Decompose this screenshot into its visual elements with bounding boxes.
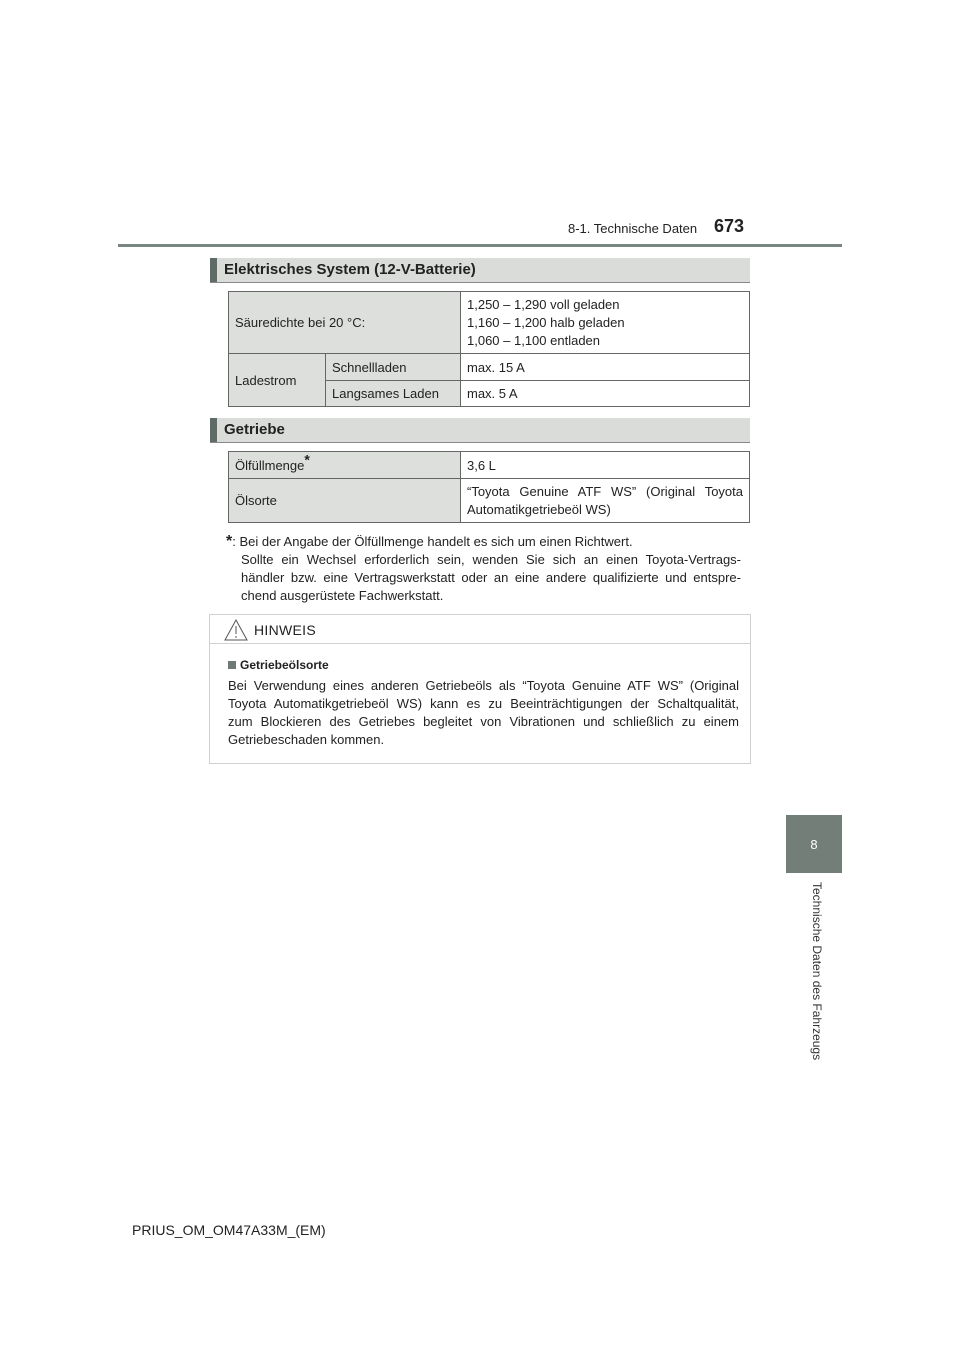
density-value-full: 1,250 – 1,290 voll geladen (467, 296, 620, 312)
fast-charge-value: max. 15 A (461, 354, 750, 381)
notice-line: zum Blockieren des Getriebes begleitet von Vibrationen und schließlich zu einem (228, 714, 739, 729)
density-label: Säuredichte bei 20 °C: (229, 292, 461, 354)
oil-type-line-1: “Toyota Genuine ATF WS” (Original Toyota (467, 483, 743, 499)
notice-title: HINWEIS (254, 622, 316, 638)
oil-type-line-2: Automatikgetriebeöl WS) (467, 501, 611, 517)
document-id: PRIUS_OM_OM47A33M_(EM) (132, 1222, 326, 1238)
chapter-tab-title-text: Technische Daten des Fahrzeugs (810, 882, 824, 1061)
footnote-text: : Bei der Angabe der Ölfüllmenge handelt es sich um einen Richtwert. (232, 534, 633, 549)
notice-box (209, 614, 751, 764)
notice-header (210, 615, 750, 644)
chapter-tab-number: 8 (786, 815, 842, 873)
notice-subheading (228, 658, 329, 672)
footnote-line (226, 533, 741, 551)
heading-bar (210, 258, 217, 282)
density-value-empty: 1,060 – 1,100 entladen (467, 332, 601, 348)
transmission-heading-text: Getriebe (224, 421, 285, 438)
notice-subheading-text: Getriebeölsorte (240, 658, 329, 672)
oil-quantity-value: 3,6 L (461, 452, 750, 479)
electrical-heading-text: Elektrisches System (12-V-Batterie) (224, 261, 476, 278)
oil-quantity-label (229, 452, 461, 479)
transmission-table (228, 451, 750, 523)
density-values (461, 292, 750, 354)
fast-charge-label: Schnellladen (326, 354, 461, 381)
electrical-table (228, 291, 750, 407)
notice-body (228, 677, 739, 749)
warning-icon (224, 619, 248, 641)
oil-type-value (461, 479, 750, 523)
bullet-square-icon (228, 661, 236, 669)
heading-bar (210, 418, 217, 442)
notice-line: Bei Verwendung eines anderen Getriebeöls als “Toyota Genuine ATF WS” (Original (228, 678, 739, 693)
chapter-tab-title (806, 882, 826, 1082)
footnote (226, 533, 741, 605)
notice-line: Getriebeschaden kommen. (228, 732, 385, 747)
header-divider (118, 244, 842, 247)
density-value-half: 1,160 – 1,200 halb geladen (467, 314, 625, 330)
section-title: 8-1. Technische Daten (568, 221, 698, 236)
page-number: 673 (714, 216, 745, 236)
transmission-heading (210, 418, 750, 443)
charge-current-label: Ladestrom (229, 354, 326, 407)
oil-quantity-label-text: Ölfüllmenge (235, 457, 305, 473)
electrical-heading (210, 258, 750, 283)
slow-charge-value: max. 5 A (461, 381, 750, 407)
oil-type-label: Ölsorte (229, 479, 461, 523)
footnote-marker: * (304, 451, 310, 468)
footnote-line: händler bzw. eine Vertragswerkstatt oder an eine andere qualifizierte und entspre- (241, 570, 741, 585)
footnote-line: chend ausgerüstete Fachwerkstatt. (241, 588, 444, 603)
footnote-line: Sollte ein Wechsel erforderlich sein, wenden Sie sich an einen Toyota-Vertrags- (241, 552, 741, 567)
slow-charge-label: Langsames Laden (326, 381, 461, 407)
footnote-star: * (226, 533, 233, 550)
notice-line: Toyota Automatikgetriebeöl WS) kann es zu Beeinträchtigungen der Schaltqualität, (228, 696, 739, 711)
